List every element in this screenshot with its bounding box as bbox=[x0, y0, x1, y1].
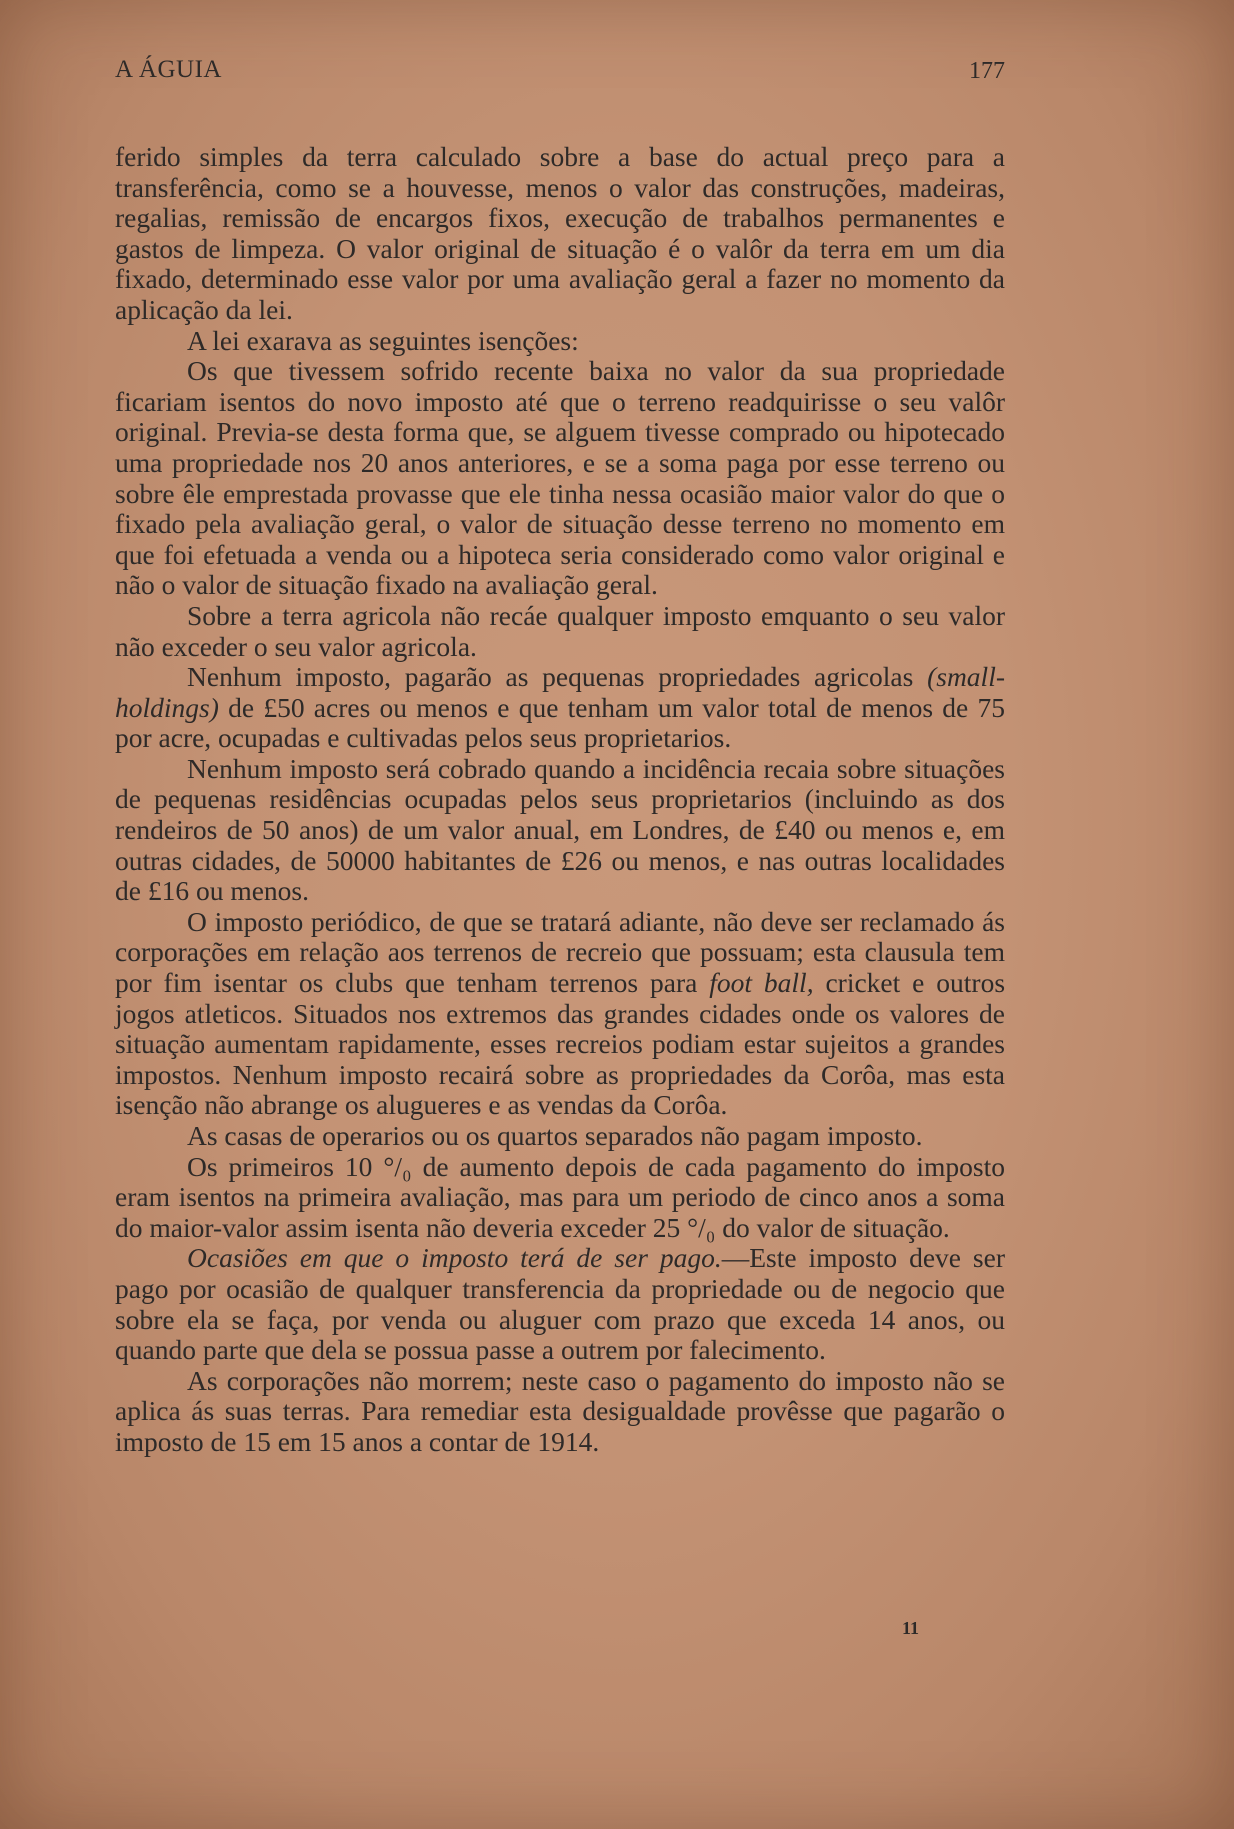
paragraph bbox=[115, 907, 1005, 1121]
italic-text: Ocasiões em que o imposto terá de ser pago. bbox=[187, 1242, 722, 1274]
text-run: cricket e outros jogos atleticos. Situados nos extremos das grandes cidades onde os valores de situação aumentam rapidamente, esses recreios podiam estar sujeitos a grandes impostos. Nenhum imposto recairá sobre as propriedades da Corôa, mas esta isenção não abrange os alugueres e as vendas da Corôa. bbox=[115, 967, 1006, 1121]
body-text bbox=[115, 142, 1005, 1458]
text-run: Sobre a terra agricola não recáe qualquer imposto emquanto o seu valor não exceder o seu valor agricola. bbox=[115, 599, 1005, 662]
paragraph bbox=[115, 326, 1005, 357]
text-run: Os que tivessem sofrido recente baixa no valor da sua propriedade ficariam isentos do novo imposto até que o terreno readquirisse o seu valôr original. Previa-se desta forma que, se alguem tivesse comprado ou hipotecado uma propriedade nos 20 anos anteriores, e se a soma paga por esse terreno ou sobre êle emprestada provasse que ele tinha nessa ocasião maior valor do que o fixado pela avaliação geral, o valor de situação desse terreno no momento em que foi efetuada a venda ou a hipoteca seria considerado como valor original e não o valor de situação fixado na avaliação geral. bbox=[115, 355, 1005, 601]
paragraph bbox=[115, 601, 1005, 662]
paragraph bbox=[115, 662, 1005, 754]
text-run: —Este imposto deve ser pago por ocasião de qualquer transferencia da propriedade ou de negocio que sobre ela se faça, por venda ou aluguer com prazo que exceda 14 anos, ou quando parte que dela se possua passe a outrem por falecimento. bbox=[115, 1242, 1005, 1366]
signature-mark: 11 bbox=[902, 1618, 920, 1638]
text-run: ferido simples da terra calculado sobre a base do actual preço para a transferência, como se a houvesse, menos o valor das construções, madeiras, regalias, remissão de encargos fixos, execução de trabalhos permanentes e gastos de limpeza. O valor original de situação é o valôr da terra em um dia fixado, determinado esse valor por uma avaliação geral a fazer no momento da aplicação da lei. bbox=[115, 141, 1005, 325]
paragraph bbox=[115, 1243, 1005, 1365]
text-run: O imposto periódico, de que se tratará adiante, não deve ser reclamado ás corporações em relação aos terrenos de recreio que possuam; esta clausula tem por fim isentar os clubs que tenham terrenos para bbox=[115, 905, 1005, 999]
paragraph bbox=[115, 142, 1005, 326]
text-run: A lei exarava as seguintes isenções: bbox=[187, 324, 579, 356]
text-run: As casas de operarios ou os quartos separados não pagam imposto. bbox=[187, 1120, 923, 1151]
italic-text: (small-holdings) bbox=[115, 661, 1005, 723]
text-run: Os primeiros 10 °/₀ de aumento depois de cada pagamento do imposto eram isentos na primeira avaliação, mas para um periodo de cinco anos a soma do maior-valor assim isenta não deveria exceder 25 °/₀ do valor de situação. bbox=[115, 1150, 1005, 1243]
text-run: de £50 acres ou menos e que tenham um valor total de menos de 75 por acre, ocupadas e cultivadas pelos seus proprietarios. bbox=[115, 691, 1005, 754]
running-title: A ÁGUIA bbox=[115, 56, 222, 83]
paragraph bbox=[115, 754, 1005, 907]
paragraph bbox=[115, 1366, 1005, 1458]
text-run: As corporações não morrem; neste caso o pagamento do imposto não se aplica ás suas terras. Para remediar esta desigualdade provêsse que pagarão o imposto de 15 em 15 anos a contar de 1914. bbox=[115, 1364, 1005, 1457]
text-run: Nenhum imposto será cobrado quando a incidência recaia sobre situações de pequenas residências ocupadas pelos seus proprietarios (incluindo as dos rendeiros de 50 anos) de um valor anual, em Londres, de £40 ou menos e, em outras cidades, de 50000 habitantes de £26 ou menos, e nas outras localidades de £16 ou menos. bbox=[115, 752, 1005, 907]
italic-text: foot ball, bbox=[709, 967, 814, 999]
paragraph bbox=[115, 1121, 1005, 1152]
paragraph bbox=[115, 356, 1005, 601]
page-number: 177 bbox=[969, 58, 1005, 84]
text-run: Nenhum imposto, pagarão as pequenas propriedades agricolas bbox=[187, 661, 928, 693]
page-header bbox=[115, 52, 1005, 92]
paragraph bbox=[115, 1152, 1005, 1244]
